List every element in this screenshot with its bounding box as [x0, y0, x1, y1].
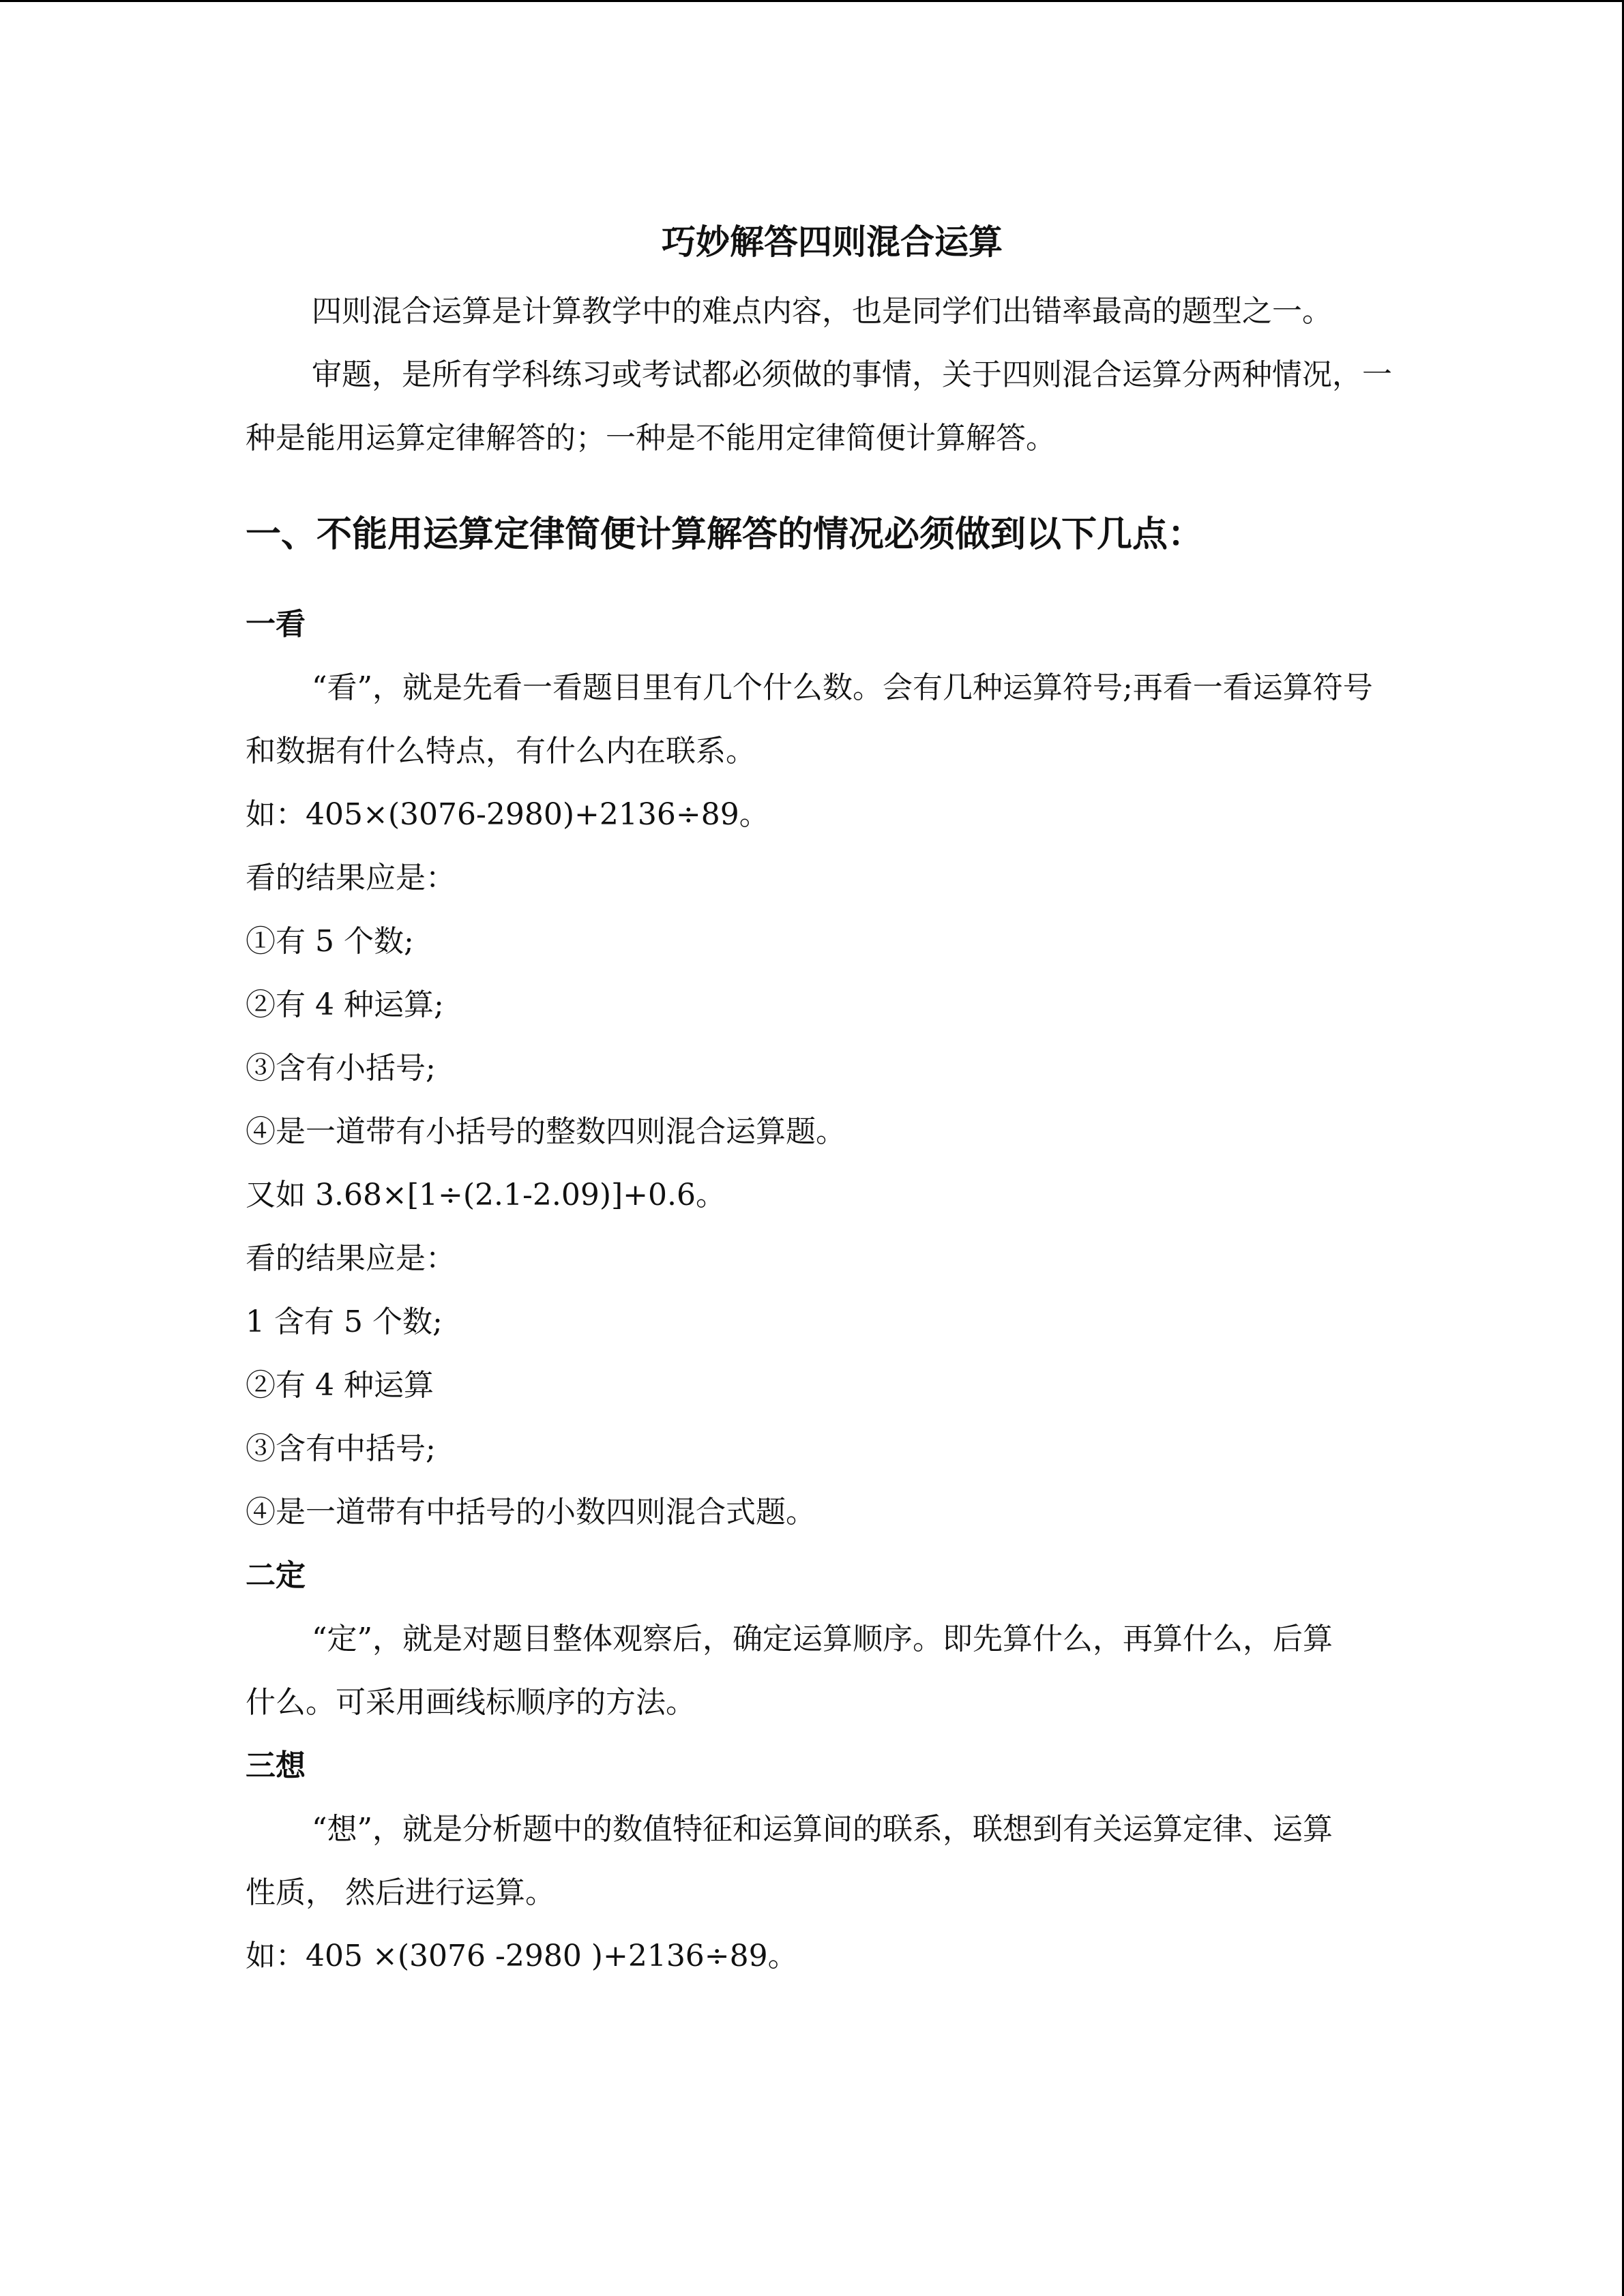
intro-paragraph-2: 审题，是所有学科练习或考试都必须做的事情，关于四则混合运算分两种情况，一种是能用运算定律解答的；一种是不能用定律简便计算解答。 [246, 357, 1392, 456]
step-think-heading: 三想 [246, 1748, 306, 1783]
list-item: ②有 4 种运算; [246, 987, 444, 1022]
step-think-paragraph: “想”，就是分析题中的数值特征和运算间的联系，联想到有关运算定律、运算性质， 然后进行运算。 [246, 1812, 1333, 1910]
section-heading: 一、不能用运算定律简便计算解答的情况必须做到以下几点： [246, 514, 1204, 555]
list-item: 1 含有 5 个数; [246, 1304, 443, 1339]
step-look-example-1: 如：405×(3076-2980)+2136÷89。 [246, 797, 769, 832]
list-item: ③含有小括号; [246, 1051, 436, 1086]
list-item: ④是一道带有小括号的整数四则混合运算题。 [246, 1114, 846, 1149]
step-determine [246, 1544, 1378, 1734]
list-item: ②有 4 种运算 [246, 1368, 434, 1403]
page-title: 巧妙解答四则混合运算 [662, 222, 1003, 262]
step-look-example-2: 又如 3.68×[1÷(2.1-2.09)]+0.6。 [246, 1178, 726, 1212]
page-border-top [0, 0, 1624, 2]
step-think [246, 1734, 1378, 1988]
list-item: ③含有中括号; [246, 1431, 436, 1466]
step-look-paragraph: “看”，就是先看一看题目里有几个什么数。会有几种运算符号;再看一看运算符号和数据有什么特点，有什么内在联系。 [246, 670, 1373, 769]
list-item: ①有 5 个数; [246, 924, 414, 959]
step-think-example: 如：405 ×(3076 -2980 )+2136÷89。 [246, 1939, 798, 1973]
intro-paragraph-1: 四则混合运算是计算教学中的难点内容，也是同学们出错率最高的题型之一。 [312, 294, 1332, 329]
step-look-result-label-2: 看的结果应是： [246, 1241, 456, 1276]
step-look-heading: 一看 [246, 607, 306, 642]
step-look-result-label-1: 看的结果应是： [246, 861, 456, 895]
step-look [246, 593, 1378, 1544]
document-body [246, 205, 1392, 1988]
step-determine-paragraph: “定”，就是对题目整体观察后，确定运算顺序。即先算什么，再算什么，后算什么。可采用画线标顺序的方法。 [246, 1622, 1333, 1720]
list-item: ④是一道带有中括号的小数四则混合式题。 [246, 1495, 816, 1530]
step-determine-heading: 二定 [246, 1558, 306, 1593]
